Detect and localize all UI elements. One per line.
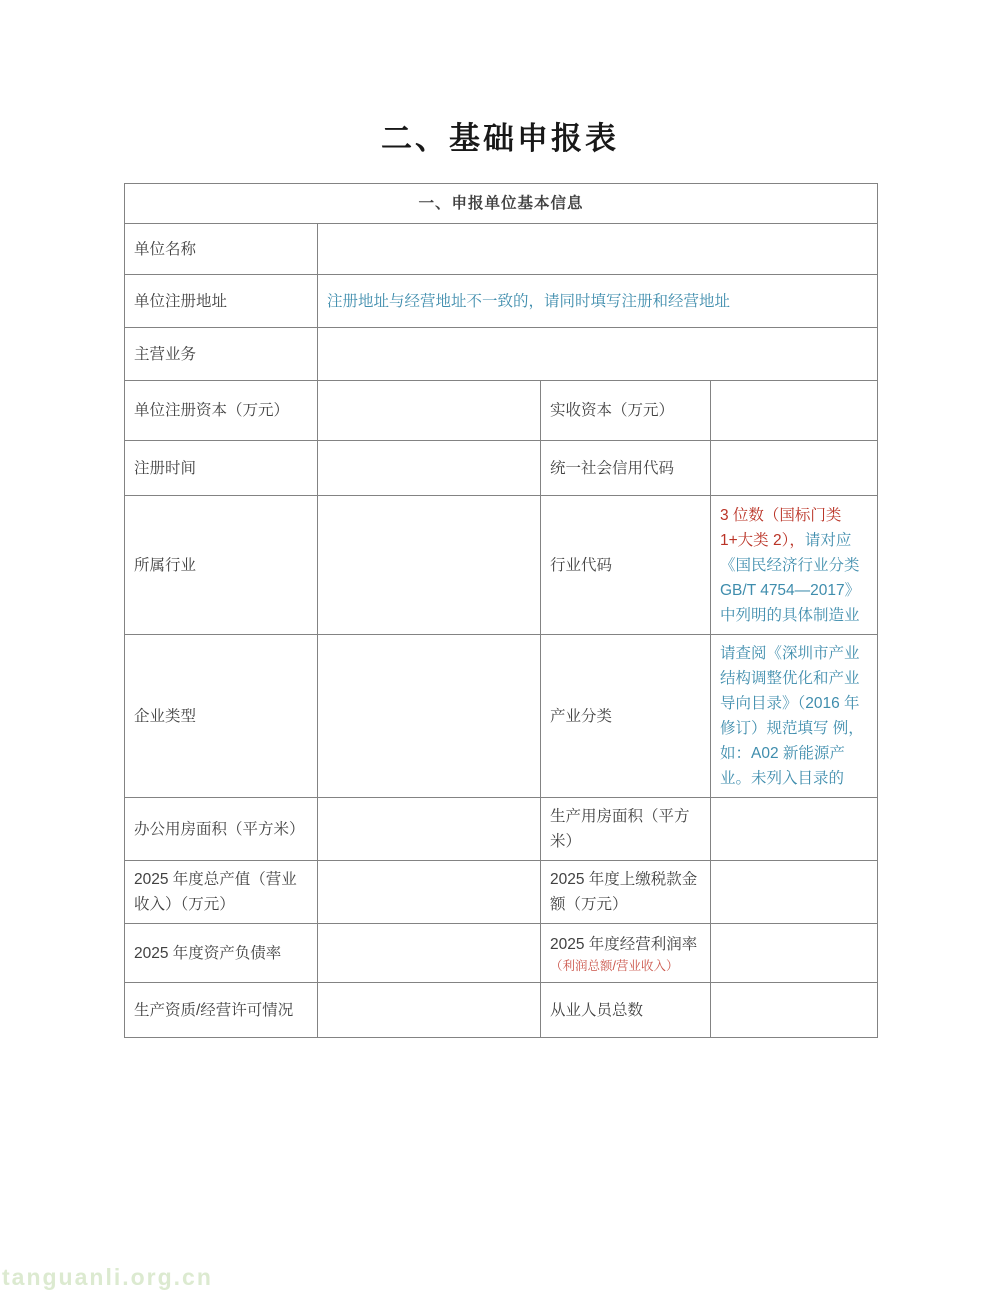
label-reg-capital: 单位注册资本（万元） (125, 381, 318, 441)
label-production-area: 生产用房面积（平方米） (541, 798, 711, 861)
label-output-value: 2025 年度总产值（营业收入）（万元） (125, 861, 318, 924)
label-main-business: 主营业务 (125, 328, 318, 381)
table-row (125, 496, 878, 635)
label-profit-ratio (541, 924, 711, 983)
site-watermark: tanguanli.org.cn (2, 1264, 213, 1290)
label-unit-name: 单位名称 (125, 224, 318, 275)
label-debt-ratio: 2025 年度资产负债率 (125, 924, 318, 983)
section-header: 一、申报单位基本信息 (125, 184, 878, 224)
table-row (125, 441, 878, 496)
table-row (125, 924, 878, 983)
input-reg-capital (318, 381, 541, 441)
input-output-value (318, 861, 541, 924)
industry-code-hint-red: 3 位数（国标门类 1+大类 2）， (720, 506, 842, 549)
table-row (125, 381, 878, 441)
profit-ratio-formula: （利润总额/营业收入） (550, 959, 679, 973)
label-qualification: 生产资质/经营许可情况 (125, 983, 318, 1038)
industry-class-hint-blue: 请查阅《深圳市产业结构调整优化和产业导向目录》（2016 年修订）规范填写 例，如：A02 新能源产业。未列入目录的 (720, 645, 864, 787)
declaration-table (124, 183, 878, 1038)
input-employee-count (711, 983, 878, 1038)
industry-code-hint-blue: 请对应《国民经济行业分类 GB/T 4754—2017》中列明的具体制造业 (720, 531, 861, 624)
industry-class-hint (711, 635, 878, 798)
label-industry: 所属行业 (125, 496, 318, 635)
input-reg-address (318, 275, 878, 328)
input-credit-code (711, 441, 878, 496)
label-paid-capital: 实收资本（万元） (541, 381, 711, 441)
label-credit-code: 统一社会信用代码 (541, 441, 711, 496)
label-employee-count: 从业人员总数 (541, 983, 711, 1038)
input-main-business (318, 328, 878, 381)
profit-ratio-label: 2025 年度经营利润率 (550, 936, 698, 953)
input-enterprise-type (318, 635, 541, 798)
table-row (125, 224, 878, 275)
input-paid-capital (711, 381, 878, 441)
table-row (125, 635, 878, 798)
input-unit-name (318, 224, 878, 275)
reg-address-hint: 注册地址与经营地址不一致的，请同时填写注册和经营地址 (327, 292, 731, 310)
label-reg-time: 注册时间 (125, 441, 318, 496)
label-industry-code: 行业代码 (541, 496, 711, 635)
label-reg-address: 单位注册地址 (125, 275, 318, 328)
industry-code-hint (711, 496, 878, 635)
input-profit-ratio (711, 924, 878, 983)
table-row (125, 798, 878, 861)
input-qualification (318, 983, 541, 1038)
table-row (125, 861, 878, 924)
label-tax-paid: 2025 年度上缴税款金额（万元） (541, 861, 711, 924)
table-row (125, 275, 878, 328)
input-reg-time (318, 441, 541, 496)
input-tax-paid (711, 861, 878, 924)
label-enterprise-type: 企业类型 (125, 635, 318, 798)
label-office-area: 办公用房面积（平方米） (125, 798, 318, 861)
input-production-area (711, 798, 878, 861)
input-debt-ratio (318, 924, 541, 983)
page-title: 二、基础申报表 (381, 121, 619, 156)
input-office-area (318, 798, 541, 861)
table-row (125, 328, 878, 381)
label-industry-class: 产业分类 (541, 635, 711, 798)
table-row (125, 983, 878, 1038)
table-header-row (125, 184, 878, 224)
input-industry (318, 496, 541, 635)
